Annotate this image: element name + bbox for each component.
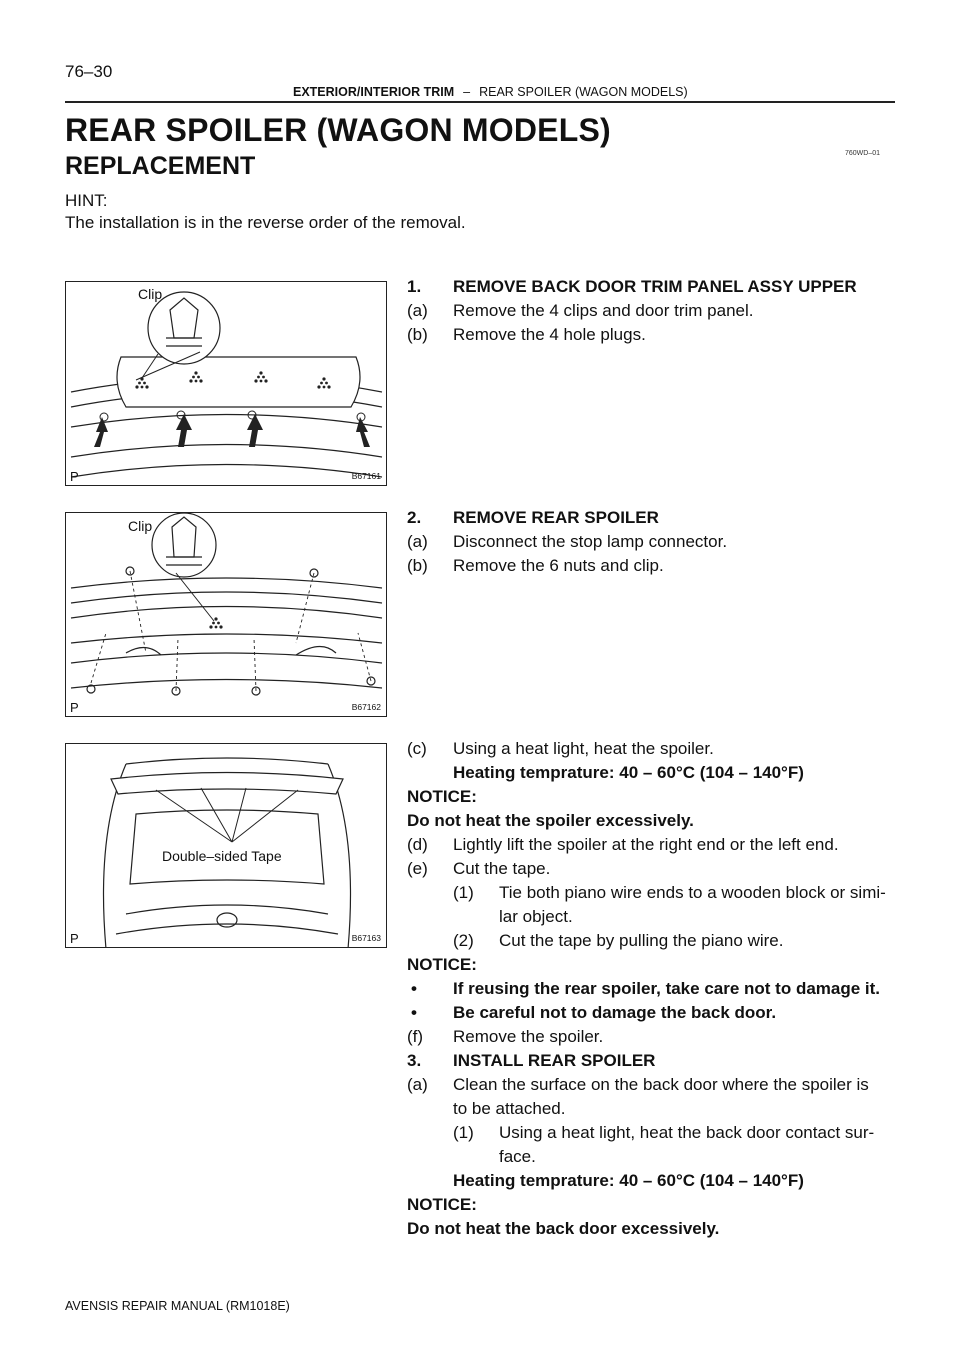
step-cont: to be attached.: [453, 1099, 566, 1118]
hint-block: [65, 190, 466, 234]
figure-p-marker: P: [70, 931, 79, 946]
substep-cont: lar object.: [499, 907, 573, 926]
figure-label: Clip: [138, 286, 163, 302]
step-line: 2. REMOVE REAR SPOILER: [407, 508, 659, 527]
substep-cont: face.: [499, 1147, 536, 1166]
figure-b67162: [65, 512, 387, 717]
notice-label: NOTICE:: [407, 955, 477, 974]
step-line: (f) Remove the spoiler.: [407, 1027, 604, 1046]
figure-b67161: [65, 281, 387, 486]
header-rule: [65, 101, 895, 103]
header-topic: REAR SPOILER (WAGON MODELS): [479, 85, 688, 99]
step-heading: 3. INSTALL REAR SPOILER: [407, 1051, 656, 1070]
figure-b67163: [65, 743, 387, 948]
step-line: (b) Remove the 4 hole plugs.: [407, 325, 646, 344]
notice-label: NOTICE:: [407, 787, 477, 806]
figure-label: Clip: [128, 518, 153, 534]
running-header: [293, 85, 688, 99]
document-code: 760WD–01: [845, 150, 881, 157]
substep-line: (1) Tie both piano wire ends to a wooden block or simi-: [453, 883, 886, 902]
substep-line: (2) Cut the tape by pulling the piano wire.: [453, 931, 784, 950]
section-subtitle: REPLACEMENT: [65, 152, 256, 180]
figure-id: B67162: [351, 702, 381, 712]
step-line: (a) Remove the 4 clips and door trim panel.: [407, 301, 754, 320]
step-line: (a) Clean the surface on the back door where the spoiler is: [407, 1075, 869, 1094]
spec-line: Heating temprature: 40 – 60°C (104 – 140°F): [453, 763, 804, 782]
trim-panel-illustration: [66, 282, 387, 486]
header-separator: –: [463, 85, 471, 99]
figure-p-marker: P: [70, 469, 79, 484]
notice-bullet: • If reusing the rear spoiler, take care not to damage it.: [411, 979, 881, 998]
notice-label: NOTICE:: [407, 1195, 477, 1214]
page-number: 76–30: [65, 62, 113, 81]
figure-id: B67163: [351, 933, 381, 943]
notice-text: Do not heat the spoiler excessively.: [407, 811, 694, 830]
step-line: (a) Disconnect the stop lamp connector.: [407, 532, 728, 551]
figure-label: Double–sided Tape: [162, 848, 282, 864]
step-line: (c) Using a heat light, heat the spoiler.: [407, 739, 714, 758]
footer-manual-id: AVENSIS REPAIR MANUAL (RM1018E): [65, 1299, 290, 1313]
header-section: EXTERIOR/INTERIOR TRIM: [293, 85, 455, 99]
substep-line: (1) Using a heat light, heat the back door contact sur-: [453, 1123, 875, 1142]
step-block-2: [407, 506, 897, 578]
step-block-3: [407, 737, 897, 1241]
step-line: (e) Cut the tape.: [407, 859, 551, 878]
step-line: (b) Remove the 6 nuts and clip.: [407, 556, 664, 575]
figure-p-marker: P: [70, 700, 79, 715]
figure-id: B67161: [351, 471, 381, 481]
step-block-1: [407, 275, 897, 347]
notice-text: Do not heat the back door excessively.: [407, 1219, 720, 1238]
step-line: 1. REMOVE BACK DOOR TRIM PANEL ASSY UPPER: [407, 277, 857, 296]
spec-line: Heating temprature: 40 – 60°C (104 – 140°F): [453, 1171, 804, 1190]
page-title: REAR SPOILER (WAGON MODELS): [65, 112, 611, 148]
hint-label: HINT:: [65, 191, 108, 210]
car-rear-tape-illustration: [66, 744, 387, 948]
spoiler-nuts-illustration: [66, 513, 387, 717]
hint-text: The installation is in the reverse order of the removal.: [65, 213, 466, 232]
notice-bullet: • Be careful not to damage the back door.: [411, 1003, 777, 1022]
step-line: (d) Lightly lift the spoiler at the right end or the left end.: [407, 835, 839, 854]
